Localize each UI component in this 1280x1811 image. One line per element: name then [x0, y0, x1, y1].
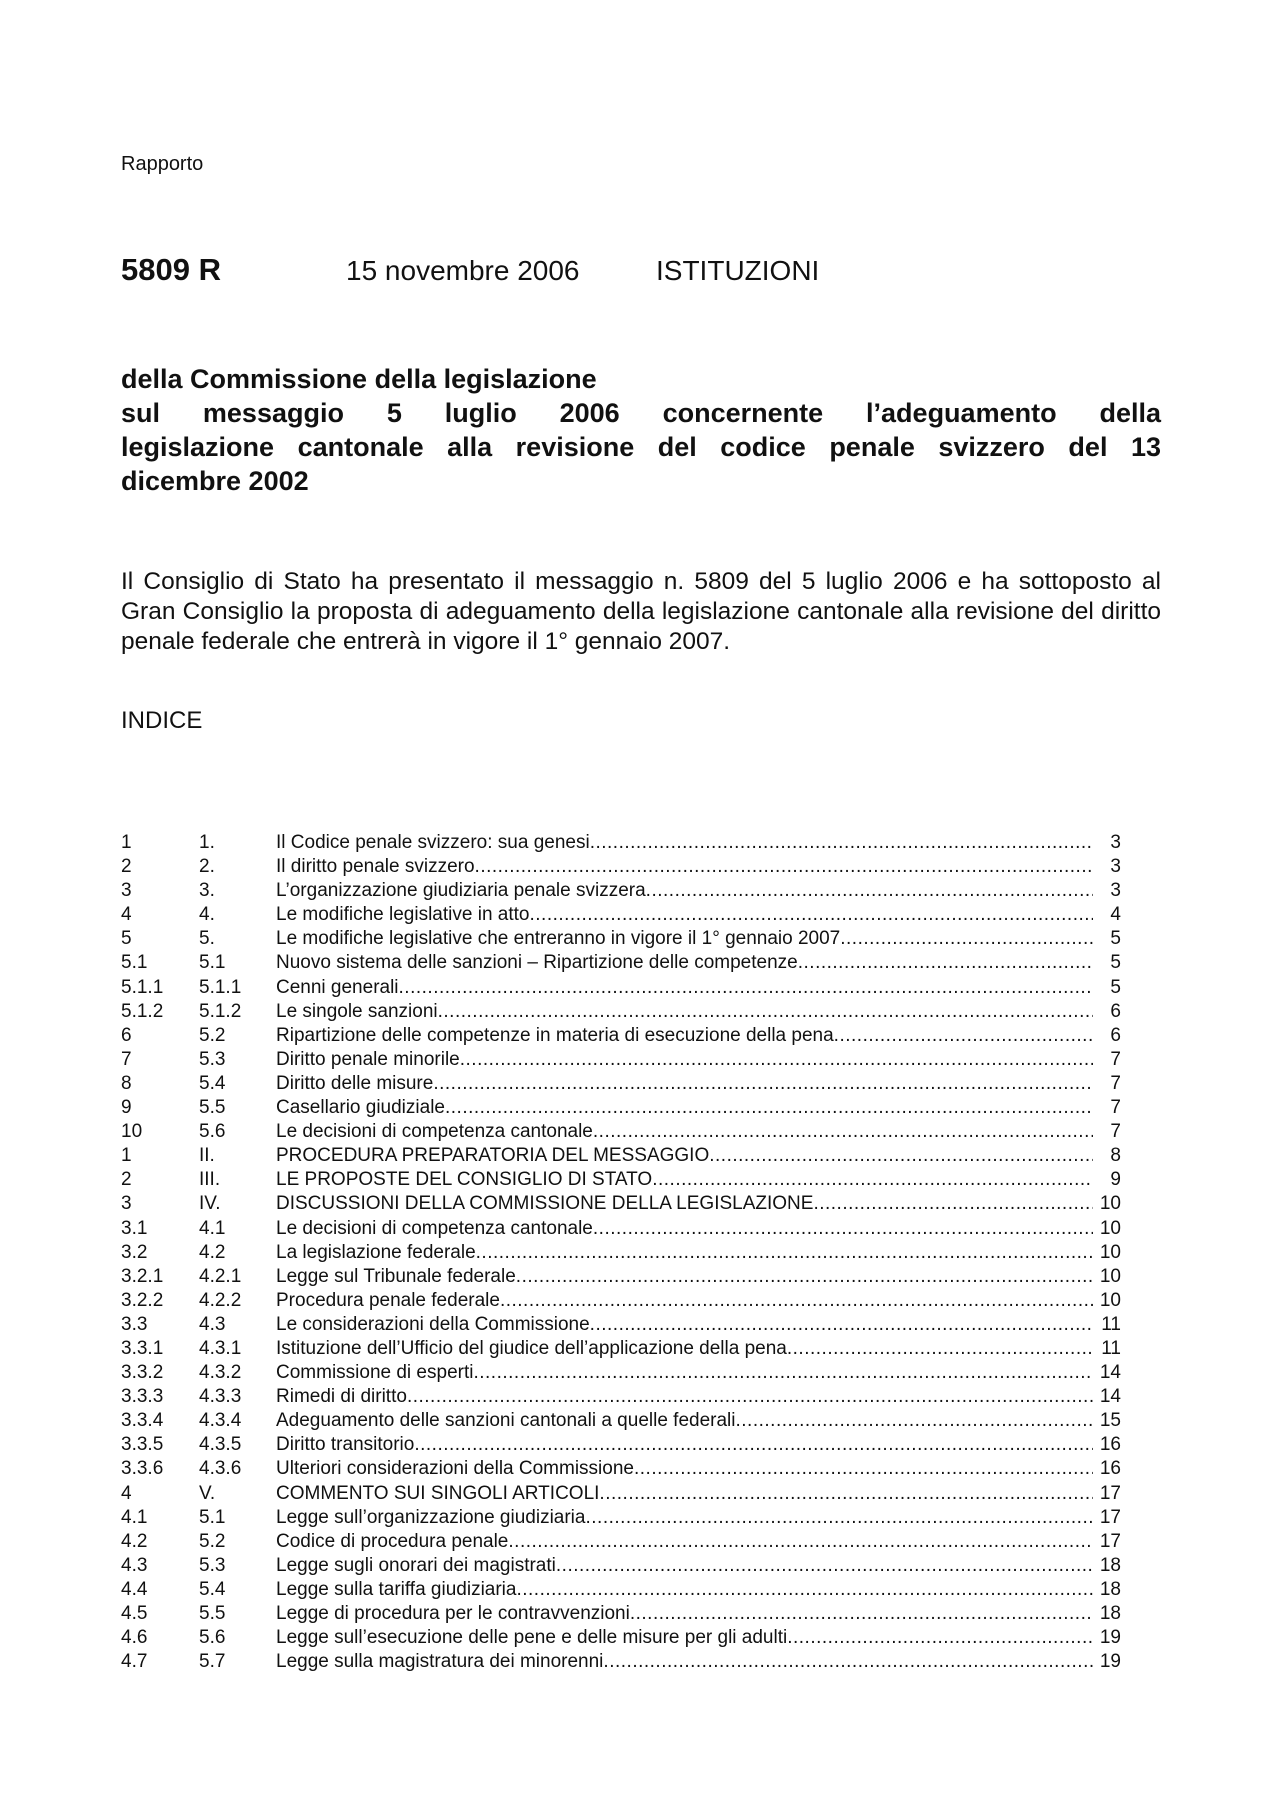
toc-section: 5.3: [199, 1554, 226, 1576]
toc-row[interactable]: [121, 1506, 1121, 1530]
index-heading: INDICE: [121, 707, 203, 734]
toc-row[interactable]: [121, 1482, 1121, 1506]
toc-row[interactable]: [121, 1289, 1121, 1313]
toc-dot-leader: [433, 1072, 1093, 1096]
toc-section: 4.3.2: [199, 1362, 242, 1384]
toc-row[interactable]: [121, 1072, 1121, 1096]
toc-page-number: 16: [1099, 1434, 1121, 1456]
toc-page-number: 19: [1099, 1627, 1121, 1649]
toc-dot-leader: [585, 1506, 1093, 1530]
toc-entry: [276, 1168, 1093, 1192]
toc-page-number: 5: [1110, 928, 1121, 950]
toc-number: 5.1.1: [121, 976, 164, 998]
toc-entry: [276, 1457, 1093, 1481]
toc-row[interactable]: [121, 855, 1121, 879]
toc-row[interactable]: [121, 1241, 1121, 1265]
toc-page-number: 10: [1099, 1289, 1121, 1311]
toc-dot-leader: [646, 879, 1093, 903]
toc-number: 8: [121, 1072, 132, 1094]
toc-page-number: 11: [1101, 1337, 1121, 1359]
toc-row[interactable]: [121, 903, 1121, 927]
toc-number: 4.7: [121, 1651, 148, 1673]
toc-entry: [276, 855, 1093, 879]
toc-row[interactable]: [121, 1337, 1121, 1361]
toc-section: 4.2.1: [199, 1265, 242, 1287]
toc-title: Istituzione dell’Ufficio del giudice dell’applicazione della pena: [276, 1337, 787, 1359]
toc-row[interactable]: [121, 976, 1121, 1000]
toc-page-number: 4: [1110, 904, 1121, 926]
toc-page-number: 3: [1110, 856, 1121, 878]
toc-title: Le modifiche legislative che entreranno in vigore il 1° gennaio 2007: [276, 928, 841, 950]
toc-title: Ulteriori considerazioni della Commissione: [276, 1458, 634, 1480]
toc-dot-leader: [407, 1385, 1093, 1409]
toc-dot-leader: [476, 1241, 1093, 1265]
toc-title: Il Codice penale svizzero: sua genesi: [276, 832, 590, 853]
toc-row[interactable]: [121, 927, 1121, 951]
toc-page-number: 10: [1099, 1241, 1121, 1263]
toc-page-number: 16: [1099, 1458, 1121, 1480]
toc-dot-leader: [787, 1626, 1093, 1650]
toc-section: 4.2.2: [199, 1289, 242, 1311]
toc-number: 3.3.6: [121, 1458, 164, 1480]
toc-row[interactable]: [121, 951, 1121, 975]
toc-title: Le decisioni di competenza cantonale: [276, 1217, 593, 1239]
toc-dot-leader: [516, 1578, 1093, 1602]
toc-page-number: 14: [1099, 1362, 1121, 1384]
toc-page-number: 17: [1099, 1530, 1121, 1552]
toc-number: 3.3.4: [121, 1410, 164, 1432]
toc-title: Le singole sanzioni: [276, 1000, 438, 1022]
toc-entry: [276, 927, 1093, 951]
toc-number: 4: [121, 1482, 132, 1504]
toc-page-number: 18: [1099, 1578, 1121, 1600]
toc-title: Legge di procedura per le contravvenzioni: [276, 1603, 630, 1624]
toc-entry: [276, 1554, 1093, 1578]
toc-entry: [276, 1120, 1093, 1144]
toc-entry: [276, 1144, 1093, 1168]
toc-title: Diritto transitorio: [276, 1434, 415, 1456]
toc-title: L’organizzazione giudiziaria penale svizzera: [276, 880, 646, 902]
toc-entry: [276, 1506, 1093, 1530]
toc-entry: [276, 1337, 1093, 1361]
toc-number: 4.6: [121, 1627, 148, 1649]
toc-number: 2: [121, 1169, 132, 1191]
toc-entry: [276, 1024, 1093, 1048]
toc-entry: [276, 1602, 1093, 1626]
toc-title: Ripartizione delle competenze in materia di esecuzione della pena: [276, 1024, 834, 1046]
toc-section: 5.1.1: [199, 976, 242, 998]
toc-entry: [276, 1192, 1093, 1216]
toc-row[interactable]: [121, 1217, 1121, 1241]
toc-dot-leader: [603, 1650, 1093, 1674]
toc-title: Legge sull’organizzazione giudiziaria: [276, 1506, 586, 1528]
toc-row[interactable]: [121, 1433, 1121, 1457]
toc-section: 1.: [199, 832, 215, 853]
toc-page-number: 11: [1101, 1313, 1121, 1335]
toc-section: 5.7: [199, 1651, 226, 1673]
toc-dot-leader: [529, 903, 1093, 927]
toc-title: Casellario giudiziale: [276, 1097, 445, 1119]
toc-page-number: 10: [1099, 1193, 1121, 1215]
toc-title: Nuovo sistema delle sanzioni – Ripartizione delle competenze: [276, 952, 798, 974]
toc-section: 4.1: [199, 1217, 226, 1239]
toc-page-number: 17: [1099, 1482, 1121, 1504]
toc-section: 5.3: [199, 1048, 226, 1070]
toc-row[interactable]: [121, 1000, 1121, 1024]
toc-dot-leader: [445, 1096, 1093, 1120]
toc-page-number: 7: [1110, 1097, 1121, 1119]
toc-entry: [276, 831, 1093, 855]
toc-number: 6: [121, 1024, 132, 1046]
toc-page-number: 14: [1099, 1386, 1121, 1408]
title-line-3: legislazione cantonale alla revisione del codice penale svizzero del 13: [121, 432, 1161, 462]
toc-page-number: 3: [1110, 832, 1121, 853]
toc-number: 3.2.1: [121, 1265, 164, 1287]
toc-title: COMMENTO SUI SINGOLI ARTICOLI: [276, 1482, 600, 1504]
toc-row[interactable]: [121, 1144, 1121, 1168]
toc-title: Le modifiche legislative in atto: [276, 904, 530, 926]
toc-dot-leader: [500, 1289, 1093, 1313]
toc-entry: [276, 903, 1093, 927]
toc-number: 3.3.3: [121, 1386, 164, 1408]
toc-title: Codice di procedura penale: [276, 1530, 509, 1552]
toc-row[interactable]: [121, 1457, 1121, 1481]
toc-dot-leader: [590, 1313, 1093, 1337]
toc-dot-leader: [399, 976, 1093, 1000]
toc-entry: [276, 976, 1093, 1000]
toc-row[interactable]: [121, 1409, 1121, 1433]
toc-entry: [276, 1482, 1093, 1506]
toc-page-number: 5: [1110, 952, 1121, 974]
toc-title: Le considerazioni della Commissione: [276, 1313, 590, 1335]
toc-section: 5.: [199, 928, 215, 950]
toc-dot-leader: [460, 1048, 1093, 1072]
toc-page-number: 9: [1110, 1169, 1121, 1191]
toc-number: 3: [121, 1193, 132, 1215]
toc-dot-leader: [736, 1409, 1094, 1433]
toc-section: 5.6: [199, 1121, 226, 1143]
toc-title: Il diritto penale svizzero: [276, 856, 475, 878]
intro-paragraph: Il Consiglio di Stato ha presentato il messaggio n. 5809 del 5 luglio 2006 e ha sottoposto al Gran Consiglio la proposta di adeguamento della legislazione cantonale alla revisione del diritto penale federale che entrerà in vigore il 1° gennaio 2007.: [121, 568, 1161, 655]
toc-page-number: 18: [1099, 1554, 1121, 1576]
toc-row[interactable]: [121, 1385, 1121, 1409]
toc-entry: [276, 1361, 1093, 1385]
toc-title: Procedura penale federale: [276, 1289, 500, 1311]
toc-title: Adeguamento delle sanzioni cantonali a quelle federali: [276, 1410, 736, 1432]
toc-section: 4.: [199, 904, 215, 926]
toc-row[interactable]: [121, 1530, 1121, 1554]
document-type-label: Rapporto: [121, 153, 204, 175]
title-line-2: sul messaggio 5 luglio 2006 concernente l’adeguamento della: [121, 398, 1161, 428]
toc-dot-leader: [813, 1192, 1093, 1216]
toc-entry: [276, 1409, 1093, 1433]
report-category: ISTITUZIONI: [656, 255, 820, 286]
toc-title: Cenni generali: [276, 976, 399, 998]
toc-number: 3.3.1: [121, 1337, 164, 1359]
toc-section: 2.: [199, 856, 215, 878]
toc-row[interactable]: [121, 1602, 1121, 1626]
toc-section: III.: [199, 1169, 221, 1191]
toc-number: 1: [121, 832, 132, 853]
toc-dot-leader: [798, 951, 1093, 975]
toc-page-number: 18: [1099, 1603, 1121, 1624]
toc-section: 5.5: [199, 1603, 226, 1624]
toc-section: 4.3: [199, 1313, 226, 1335]
toc-number: 3.1: [121, 1217, 148, 1239]
toc-number: 3: [121, 880, 132, 902]
toc-number: 9: [121, 1097, 132, 1119]
toc-title: Diritto penale minorile: [276, 1048, 460, 1070]
toc-number: 4.5: [121, 1603, 148, 1624]
toc-dot-leader: [652, 1168, 1093, 1192]
toc-entry: [276, 1385, 1093, 1409]
toc-title: Le decisioni di competenza cantonale: [276, 1121, 593, 1143]
toc-number: 5.1: [121, 952, 148, 974]
toc-row[interactable]: [121, 1120, 1121, 1144]
toc-row[interactable]: [121, 1192, 1121, 1216]
toc-row[interactable]: [121, 1650, 1121, 1674]
toc-row[interactable]: [121, 1626, 1121, 1650]
toc-dot-leader: [508, 1530, 1093, 1554]
toc-row[interactable]: [121, 1265, 1121, 1289]
toc-dot-leader: [834, 1024, 1093, 1048]
toc-dot-leader: [709, 1144, 1093, 1168]
toc-section: 5.1.2: [199, 1000, 242, 1022]
toc-row[interactable]: [121, 879, 1121, 903]
toc-number: 10: [121, 1121, 143, 1143]
toc-number: 4: [121, 904, 132, 926]
toc-title: Legge sul Tribunale federale: [276, 1265, 516, 1287]
toc-title: LE PROPOSTE DEL CONSIGLIO DI STATO: [276, 1169, 653, 1191]
toc-row[interactable]: [121, 1048, 1121, 1072]
toc-number: 1: [121, 1145, 132, 1167]
toc-section: 5.2: [199, 1024, 226, 1046]
toc-entry: [276, 1650, 1093, 1674]
toc-section: 5.4: [199, 1578, 226, 1600]
toc-row[interactable]: [121, 1024, 1121, 1048]
toc-dot-leader: [475, 855, 1093, 879]
report-headline: [121, 252, 819, 296]
toc-number: 7: [121, 1048, 132, 1070]
toc-title: DISCUSSIONI DELLA COMMISSIONE DELLA LEGISLAZIONE: [276, 1193, 814, 1215]
toc-row[interactable]: [121, 1168, 1121, 1192]
toc-entry: [276, 1096, 1093, 1120]
toc-section: IV.: [199, 1193, 221, 1215]
toc-entry: [276, 1313, 1093, 1337]
toc-title: Diritto delle misure: [276, 1072, 434, 1094]
toc-page-number: 7: [1110, 1121, 1121, 1143]
toc-number: 5: [121, 928, 132, 950]
toc-dot-leader: [634, 1457, 1093, 1481]
toc-page-number: 6: [1110, 1024, 1121, 1046]
toc-entry: [276, 1048, 1093, 1072]
toc-entry: [276, 1289, 1093, 1313]
toc-section: 5.1: [199, 952, 226, 974]
toc-section: 5.4: [199, 1072, 226, 1094]
toc-section: 4.3.6: [199, 1458, 242, 1480]
toc-entry: [276, 1217, 1093, 1241]
toc-page-number: 17: [1099, 1506, 1121, 1528]
toc-section: 4.2: [199, 1241, 226, 1263]
toc-dot-leader: [593, 1217, 1093, 1241]
toc-page-number: 8: [1110, 1145, 1121, 1167]
report-title: [121, 362, 1161, 498]
toc-number: 2: [121, 856, 132, 878]
toc-number: 4.2: [121, 1530, 148, 1552]
toc-section: 4.3.5: [199, 1434, 242, 1456]
toc-dot-leader: [414, 1433, 1093, 1457]
title-line-1: della Commissione della legislazione: [121, 364, 597, 394]
toc-number: 3.2: [121, 1241, 148, 1263]
toc-entry: [276, 1000, 1093, 1024]
toc-title: La legislazione federale: [276, 1241, 476, 1263]
toc-title: Legge sugli onorari dei magistrati: [276, 1554, 556, 1576]
toc-entry: [276, 1578, 1093, 1602]
toc-page-number: 10: [1099, 1265, 1121, 1287]
toc-dot-leader: [516, 1265, 1093, 1289]
toc-dot-leader: [840, 927, 1093, 951]
report-number: 5809 R: [121, 252, 221, 287]
toc-page-number: 6: [1110, 1000, 1121, 1022]
toc-section: 5.6: [199, 1627, 226, 1649]
toc-title: Legge sulla magistratura dei minorenni: [276, 1651, 604, 1673]
toc-page-number: 7: [1110, 1048, 1121, 1070]
toc-number: 3.2.2: [121, 1289, 164, 1311]
toc-section: V.: [199, 1482, 216, 1504]
toc-page-number: 3: [1110, 880, 1121, 902]
toc-title: Rimedi di diritto: [276, 1386, 407, 1408]
toc-number: 3.3.2: [121, 1362, 164, 1384]
toc-section: 4.3.3: [199, 1386, 242, 1408]
toc-row[interactable]: [121, 1096, 1121, 1120]
toc-row[interactable]: [121, 1578, 1121, 1602]
toc-entry: [276, 951, 1093, 975]
toc-entry: [276, 1265, 1093, 1289]
toc-page-number: 7: [1110, 1072, 1121, 1094]
toc-entry: [276, 1626, 1093, 1650]
toc-number: 5.1.2: [121, 1000, 164, 1022]
toc-entry: [276, 1241, 1093, 1265]
toc-title: Legge sull’esecuzione delle pene e delle misure per gli adulti: [276, 1627, 788, 1649]
title-line-4: dicembre 2002: [121, 466, 309, 496]
toc-row[interactable]: [121, 1361, 1121, 1385]
toc-section: 4.3.1: [199, 1337, 242, 1359]
toc-row[interactable]: [121, 1313, 1121, 1337]
toc-page-number: 19: [1099, 1651, 1121, 1673]
toc-entry: [276, 879, 1093, 903]
toc-number: 3.3: [121, 1313, 148, 1335]
toc-title: PROCEDURA PREPARATORIA DEL MESSAGGIO: [276, 1145, 710, 1167]
toc-row[interactable]: [121, 1554, 1121, 1578]
toc-section: II.: [199, 1145, 215, 1167]
toc-dot-leader: [556, 1554, 1093, 1578]
toc-dot-leader: [473, 1361, 1093, 1385]
toc-row[interactable]: [121, 831, 1121, 855]
toc-section: 4.3.4: [199, 1410, 242, 1432]
toc-page-number: 10: [1099, 1217, 1121, 1239]
toc-dot-leader: [438, 1000, 1093, 1024]
toc-number: 4.3: [121, 1554, 148, 1576]
toc-number: 4.4: [121, 1578, 148, 1600]
toc-number: 4.1: [121, 1506, 148, 1528]
toc-dot-leader: [787, 1337, 1093, 1361]
table-of-contents: [121, 831, 1121, 1674]
toc-section: 5.2: [199, 1530, 226, 1552]
toc-section: 3.: [199, 880, 215, 902]
report-date: 15 novembre 2006: [346, 255, 580, 286]
toc-entry: [276, 1530, 1093, 1554]
toc-page-number: 15: [1099, 1410, 1121, 1432]
toc-dot-leader: [630, 1602, 1093, 1626]
toc-number: 3.3.5: [121, 1434, 164, 1456]
toc-dot-leader: [599, 1482, 1093, 1506]
toc-section: 5.1: [199, 1506, 226, 1528]
toc-entry: [276, 1433, 1093, 1457]
toc-entry: [276, 1072, 1093, 1096]
toc-dot-leader: [590, 831, 1093, 855]
toc-page-number: 5: [1110, 976, 1121, 998]
toc-section: 5.5: [199, 1097, 226, 1119]
toc-title: Commissione di esperti: [276, 1362, 474, 1384]
toc-title: Legge sulla tariffa giudiziaria: [276, 1578, 517, 1600]
toc-dot-leader: [593, 1120, 1093, 1144]
